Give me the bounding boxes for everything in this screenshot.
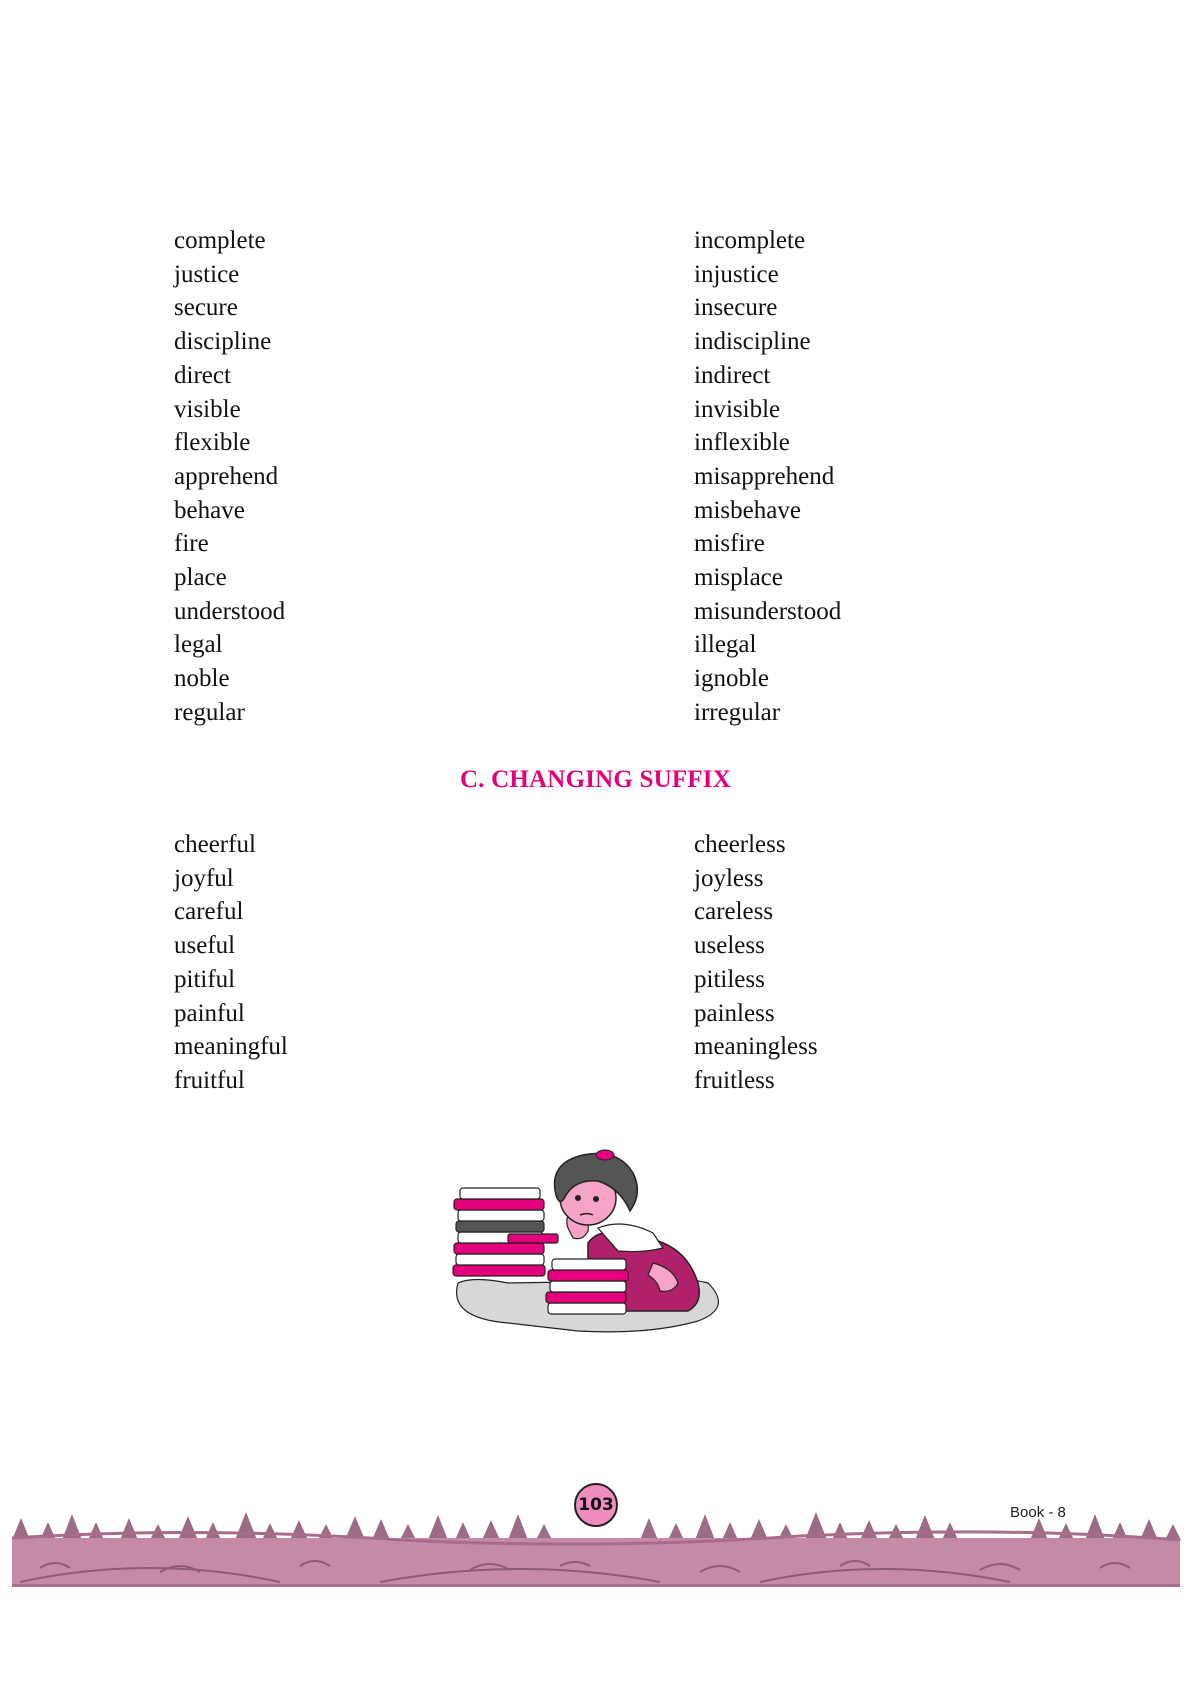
- book-label: Book - 8: [1010, 1504, 1066, 1521]
- word: painless: [694, 999, 775, 1027]
- word: useless: [694, 932, 765, 960]
- word: careless: [694, 898, 774, 926]
- word: incomplete: [694, 227, 806, 254]
- word: complete: [174, 227, 266, 254]
- word: secure: [174, 294, 238, 322]
- word: fire: [174, 530, 209, 558]
- less-words-column: [694, 828, 818, 1098]
- word: irregular: [694, 698, 781, 726]
- word: inflexible: [694, 429, 790, 457]
- word: cheerless: [694, 831, 786, 858]
- word: pitiful: [174, 965, 236, 993]
- word: indiscipline: [694, 328, 811, 356]
- word: flexible: [174, 429, 251, 457]
- word: fruitless: [694, 1066, 775, 1094]
- section-heading: C. CHANGING SUFFIX: [460, 766, 731, 793]
- book-stack-right: [546, 1259, 628, 1314]
- base-words-column: [174, 224, 285, 730]
- word: direct: [174, 361, 231, 389]
- word: regular: [174, 698, 245, 726]
- word: misplace: [694, 564, 783, 592]
- word: meaningless: [694, 1033, 818, 1061]
- word: visible: [174, 395, 241, 423]
- word: useful: [174, 932, 236, 960]
- word: illegal: [694, 631, 757, 659]
- word: discipline: [174, 328, 272, 356]
- word: justice: [174, 260, 240, 288]
- word: careful: [174, 898, 244, 926]
- word: ignoble: [694, 665, 769, 693]
- word: misapprehend: [694, 462, 835, 490]
- word: understood: [174, 597, 286, 625]
- word: joyful: [174, 864, 234, 892]
- word: injustice: [694, 260, 779, 288]
- hair-bow: [596, 1150, 614, 1160]
- word: misbehave: [694, 496, 801, 524]
- girl-with-books-illustration: [448, 1133, 738, 1338]
- book-stack-left: [453, 1188, 558, 1276]
- prefixed-words-column: [694, 224, 841, 730]
- word: misunderstood: [694, 597, 842, 625]
- word: apprehend: [174, 462, 279, 490]
- ful-words-column: [174, 828, 288, 1098]
- word: indirect: [694, 361, 771, 389]
- word: meaningful: [174, 1033, 288, 1061]
- word: pitiless: [694, 965, 765, 993]
- word: invisible: [694, 395, 781, 423]
- word: insecure: [694, 294, 778, 322]
- word: joyless: [694, 864, 764, 892]
- word: legal: [174, 631, 223, 659]
- word: painful: [174, 999, 245, 1027]
- page-number-badge: 103: [574, 1483, 618, 1527]
- word: fruitful: [174, 1066, 245, 1094]
- word: misfire: [694, 530, 765, 558]
- word: noble: [174, 665, 230, 693]
- word: behave: [174, 496, 245, 524]
- word: cheerful: [174, 831, 256, 858]
- word: place: [174, 564, 227, 592]
